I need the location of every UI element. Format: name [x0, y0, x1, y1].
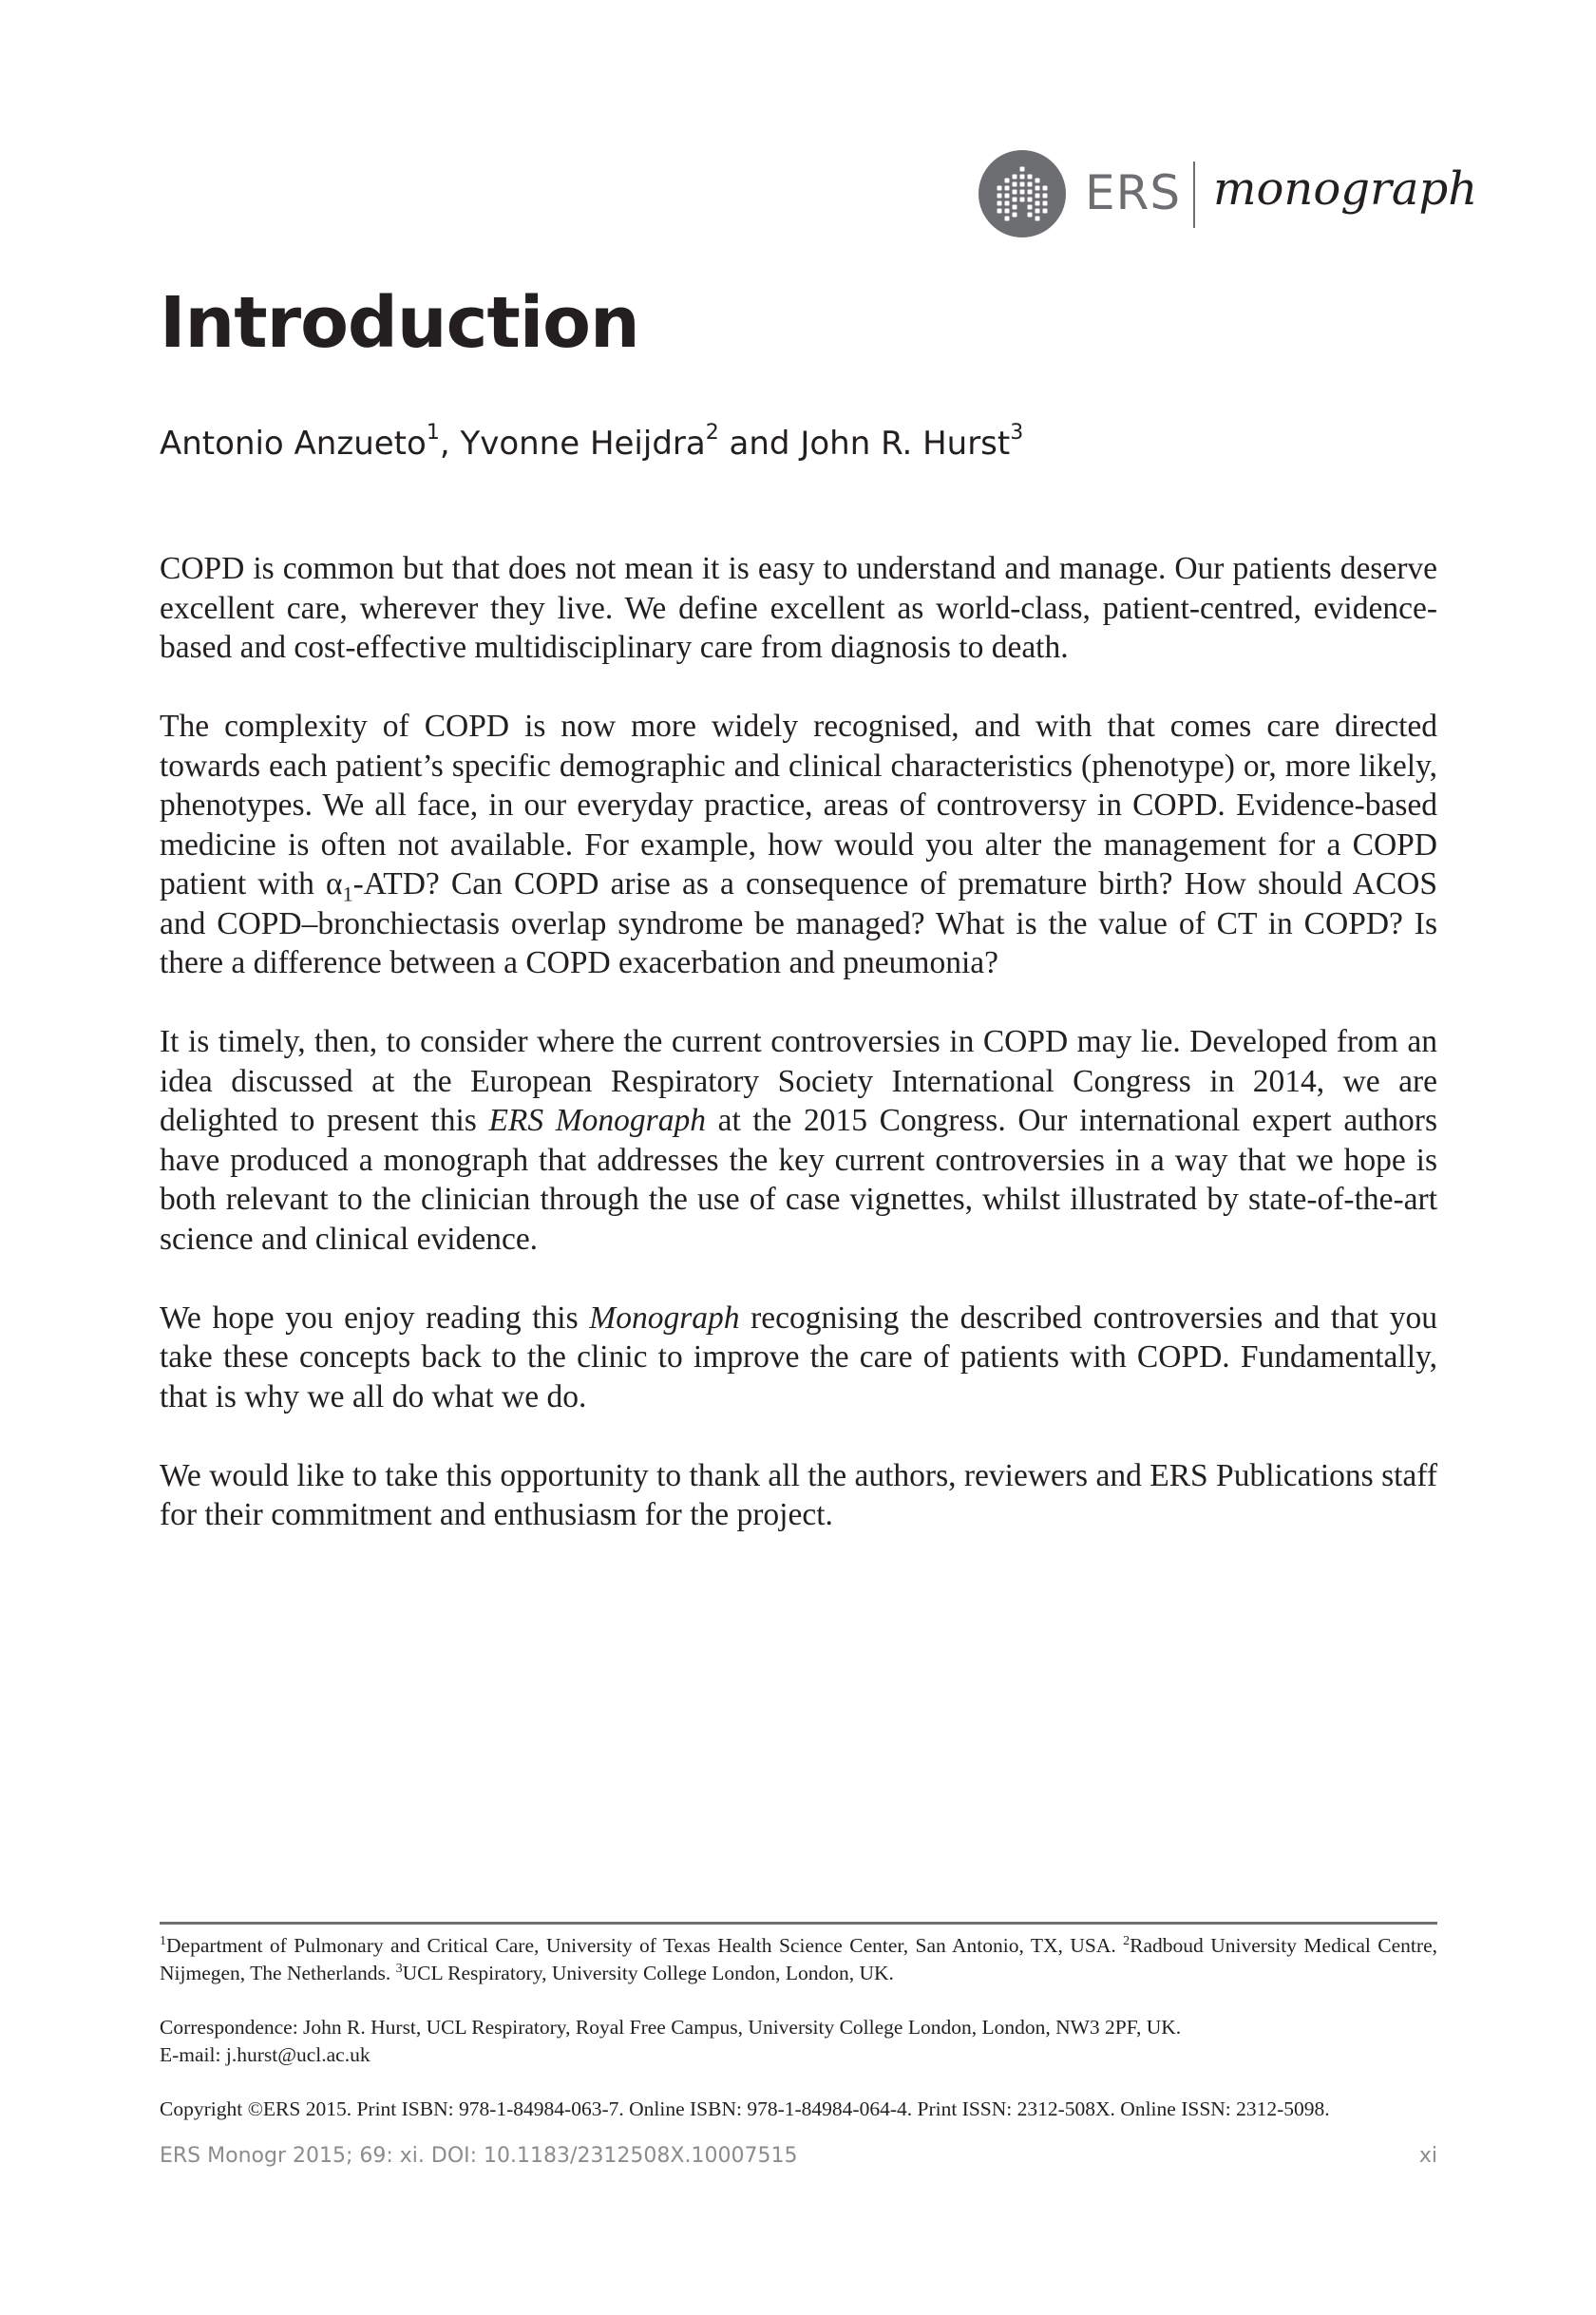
logo-dot [1036, 186, 1040, 191]
copyright-text: Copyright ©ERS 2015. Print ISBN: 978-1-84984-063-7. Online ISBN: 978-1-84984-064-4. Print ISSN: 2312-508X. Online ISSN: 2312-5098. [160, 2097, 1330, 2120]
affiliation-marker: 1 [426, 420, 440, 445]
footnotes [160, 1932, 1437, 2123]
affiliation-text: Department of Pulmonary and Critical Care, University of Texas Health Science Center, San Antonio, TX, USA. [166, 1934, 1124, 1957]
logo-dot [1005, 217, 1010, 221]
copyright [160, 2096, 1437, 2123]
logo-dot [1028, 198, 1033, 202]
logo-dot [1036, 201, 1040, 206]
logo-dot [1028, 205, 1033, 210]
body-text [160, 549, 1437, 1574]
logo-dot [1036, 194, 1040, 199]
emphasis: Monograph [589, 1300, 740, 1336]
paragraph-text: It is timely, then, to consider where the current controversies in COPD may lie. Developed from an idea discussed at the European Respiratory Society International Congress in 2014, we are delighted to present this [160, 1024, 1437, 1138]
paragraph-text: -ATD? Can COPD arise as a consequence of premature birth? How should ACOS and COPD–bronchiectasis overlap syndrome be managed? What is the value of CT in COPD? Is there a difference between a COPD exacerbation and pneumonia? [160, 866, 1437, 980]
logo-dot [1036, 209, 1040, 214]
logo-dot [1020, 198, 1025, 202]
logo-ers-text: ERS [1085, 165, 1182, 220]
paragraph [160, 549, 1437, 668]
paragraph [160, 707, 1437, 983]
paragraph-text: The complexity of COPD is now more widely recognised, and with that comes care directed towards each patient’s specific demographic and clinical characteristics (phenotype) or, more likely, phenotypes. We all face, in our everyday practice, areas of controversy in COPD. Evidence-based medicine is often not available. For example, how would you alter the management for a COPD patient with α [160, 709, 1437, 901]
paragraph [160, 1456, 1437, 1535]
logo-dot [1020, 182, 1025, 187]
logo-dot [1043, 186, 1048, 191]
author-separator: , [439, 425, 461, 463]
correspondence-email [160, 2041, 1437, 2069]
affiliation-marker: 3 [1010, 420, 1024, 445]
logo-dot [1013, 213, 1017, 218]
logo-dot [1013, 175, 1017, 180]
author-name: Yvonne Heijdra [460, 425, 706, 463]
logo-dot [1020, 167, 1025, 172]
affiliation-marker: 2 [1123, 1933, 1130, 1948]
logo-dot [1028, 175, 1033, 180]
logo-monograph-text: monograph [1213, 162, 1478, 216]
logo-dot [998, 209, 1002, 214]
logo-dot [1028, 190, 1033, 195]
ers-monograph-logo [978, 150, 1478, 237]
author-separator: and [718, 425, 801, 463]
page-title: Introduction [160, 282, 639, 364]
affiliation-marker: 3 [395, 1961, 403, 1976]
paragraph-text: COPD is common but that does not mean it is easy to understand and manage. Our patients deserve excellent care, wherever they live. We define excellent as world-class, patient-centred, evidence-based and cost-effective multidisciplinary care from diagnosis to death. [160, 551, 1437, 665]
page-number: xi [1418, 2144, 1437, 2168]
logo-dot [1005, 209, 1010, 214]
author-list [160, 418, 1023, 469]
logo-dot [1005, 194, 1010, 199]
affiliations [160, 1932, 1437, 1987]
citation-footer: ERS Monogr 2015; 69: xi. DOI: 10.1183/2312508X.10007515 [160, 2144, 798, 2168]
affiliation-marker: 2 [705, 420, 719, 445]
paragraph [160, 1022, 1437, 1259]
logo-dot [1028, 182, 1033, 187]
affiliation-text: Radboud University Medical Centre, Nijmegen, The Netherlands. [160, 1934, 1437, 1984]
logo-dot [1020, 175, 1025, 180]
author-name: Antonio Anzueto [160, 425, 427, 463]
logo-dot [1036, 217, 1040, 221]
logo-dot [1013, 182, 1017, 187]
logo-dot [1043, 201, 1048, 206]
logo-dot [1028, 213, 1033, 218]
logo-dot [1020, 190, 1025, 195]
author-name: John R. Hurst [800, 425, 1011, 463]
affiliation-marker: 1 [160, 1933, 166, 1948]
emphasis: ERS Monograph [488, 1103, 706, 1138]
email-text: E-mail: j.hurst@ucl.ac.uk [160, 2043, 370, 2066]
logo-dot [1005, 201, 1010, 206]
paragraph-text: We would like to take this opportunity to thank all the authors, reviewers and ERS Publications staff for their commitment and enthusiasm for the project. [160, 1457, 1437, 1532]
logo-dot [998, 201, 1002, 206]
footnote-divider [160, 1922, 1437, 1925]
paragraph-text: at the 2015 Congress. Our international expert authors have produced a monograph that addresses the key current controversies in a way that we hope is both relevant to the clinician through the use of case vignettes, whilst illustrated by state-of-the-art science and clinical evidence. [160, 1103, 1437, 1257]
logo-dot [998, 186, 1002, 191]
subscript: 1 [342, 882, 353, 906]
logo-dot [1005, 186, 1010, 191]
affiliation-text: UCL Respiratory, University College London, London, UK. [402, 1962, 894, 1984]
logo-dot [1043, 209, 1048, 214]
correspondence [160, 2014, 1437, 2041]
logo-dot [998, 194, 1002, 199]
logo-dot [1013, 205, 1017, 210]
logo-dot [1013, 190, 1017, 195]
paragraph [160, 1299, 1437, 1417]
logo-dot [1013, 198, 1017, 202]
paragraph-text: recognising the described controversies and that you take these concepts back to the clinic to improve the care of patients with COPD. Fundamentally, that is why we all do what we do. [160, 1300, 1438, 1414]
correspondence-address: Correspondence: John R. Hurst, UCL Respiratory, Royal Free Campus, University College London, London, NW3 2PF, UK. [160, 2016, 1182, 2039]
logo-dot [1036, 179, 1040, 183]
lungs-dot-icon [978, 150, 1066, 237]
logo-separator [1193, 161, 1195, 228]
paragraph-text: We hope you enjoy reading this [160, 1300, 590, 1336]
logo-dot [1005, 179, 1010, 183]
logo-dot [1043, 194, 1048, 199]
